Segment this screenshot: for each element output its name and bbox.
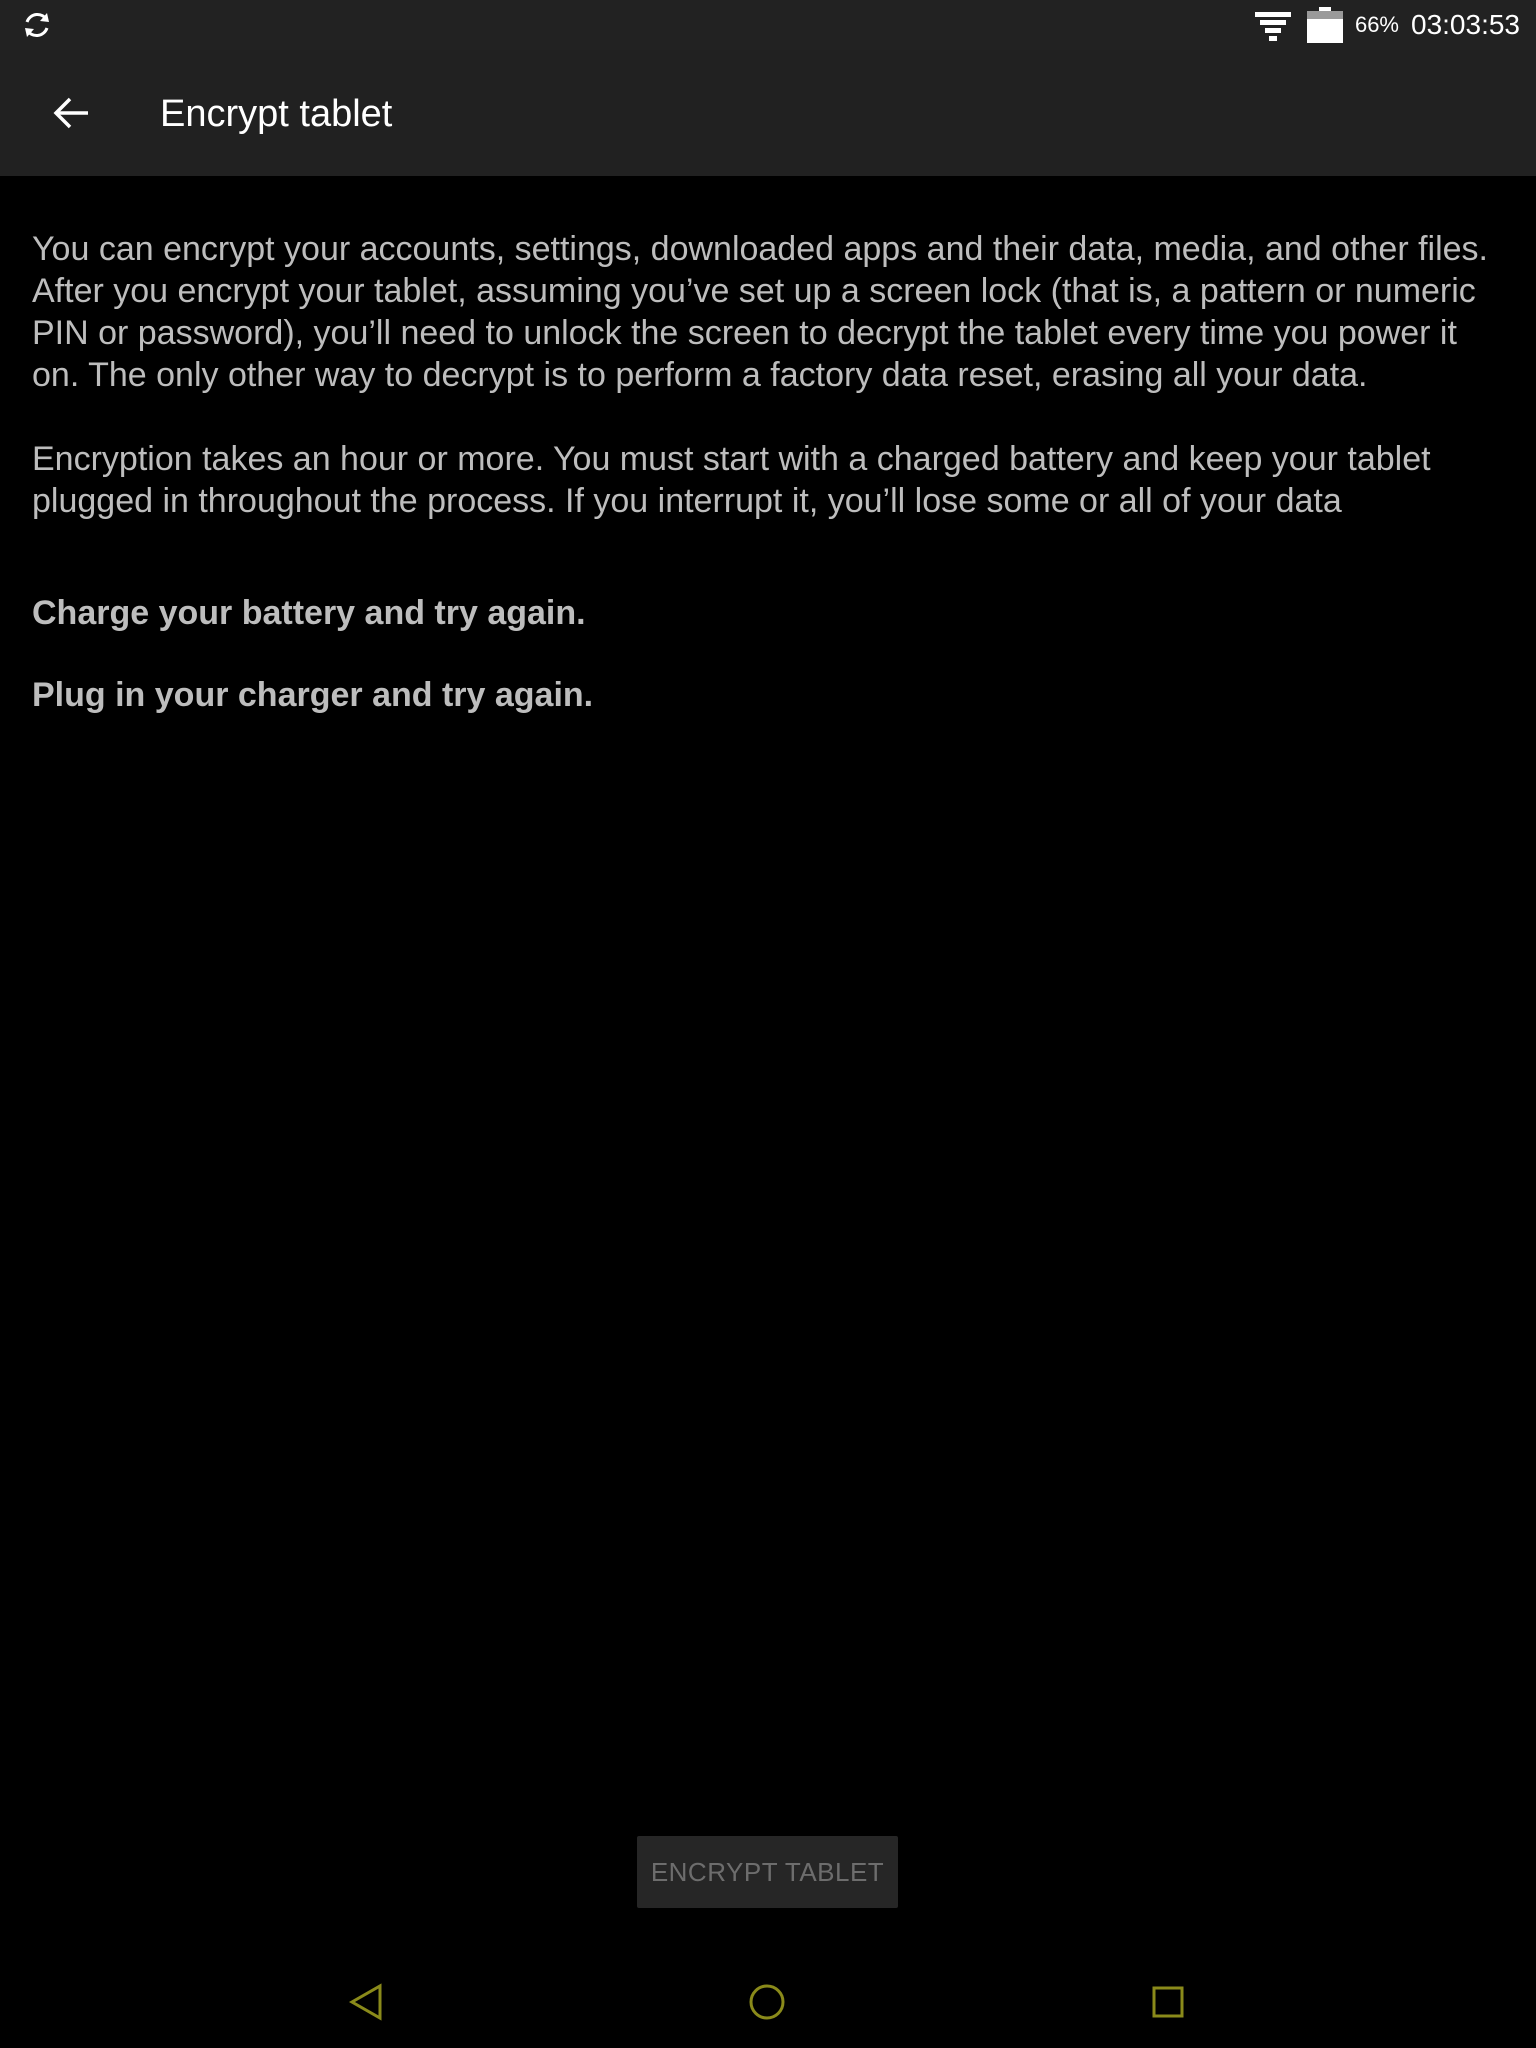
description-paragraph: You can encrypt your accounts, settings, downloaded apps and their data, media, and other files. After you encrypt your tablet, assuming you’ve set up a screen lock (that is, a pattern or numeric PIN or password), you’ll need to unlock the screen to decrypt the tablet every time you power it on. The only other way to decrypt is to perform a factory data reset, erasing all your data. bbox=[32, 230, 1489, 394]
battery-warning: Charge your battery and try again. bbox=[32, 594, 586, 632]
home-circle-icon bbox=[747, 1982, 787, 2022]
page-title: Encrypt tablet bbox=[160, 93, 393, 135]
charger-warning: Plug in your charger and try again. bbox=[32, 676, 594, 714]
sync-icon bbox=[20, 8, 54, 42]
recents-square-icon bbox=[1148, 1982, 1188, 2022]
nav-back-button[interactable] bbox=[334, 1970, 398, 2034]
encryption-info-paragraph: Encryption takes an hour or more. You must start with a charged battery and keep your tablet plugged in throughout the process. If you interrupt it, you’ll lose some or all of your data bbox=[32, 440, 1431, 520]
navigation-bar bbox=[0, 1960, 1536, 2048]
status-indicators bbox=[1253, 0, 1520, 50]
wifi-icon bbox=[1253, 8, 1293, 42]
clock: 03:03:53 bbox=[1411, 9, 1520, 40]
arrow-back-icon bbox=[52, 95, 92, 131]
nav-home-button[interactable] bbox=[735, 1970, 799, 2034]
encrypt-tablet-button[interactable]: ENCRYPT TABLET bbox=[637, 1836, 898, 1908]
back-button[interactable] bbox=[40, 88, 104, 138]
battery-icon bbox=[1305, 5, 1345, 45]
back-triangle-icon bbox=[346, 1982, 386, 2022]
content-area bbox=[32, 228, 1502, 756]
status-bar bbox=[0, 0, 1536, 50]
battery-percent: 66% bbox=[1354, 12, 1399, 37]
app-bar bbox=[0, 50, 1536, 176]
nav-recents-button[interactable] bbox=[1136, 1970, 1200, 2034]
